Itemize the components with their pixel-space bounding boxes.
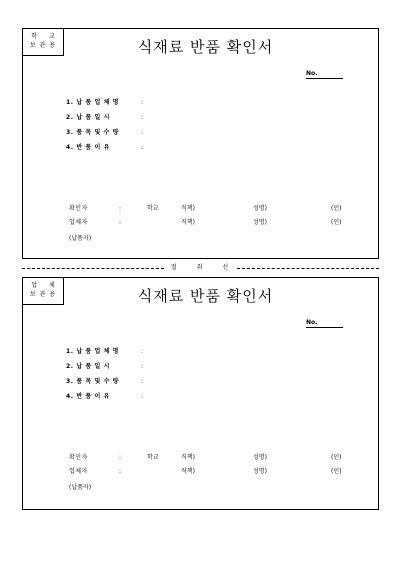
item-colon: : <box>141 363 144 370</box>
signature-colon: : <box>119 468 122 475</box>
signature-seal: (인) <box>331 219 342 226</box>
item-colon: : <box>141 114 144 121</box>
item-label: 2. 납 품 일 시 <box>66 363 110 370</box>
item-row-items-quantity <box>66 129 186 137</box>
signature-position: 직책) <box>181 219 195 226</box>
item-label: 4. 반 품 이 유 <box>66 393 110 400</box>
signature-name: 성명) <box>253 219 267 226</box>
signature-name: 성명) <box>253 454 267 461</box>
signature-seal: (인) <box>331 454 342 461</box>
item-row-return-reason <box>66 144 186 152</box>
corner-label-line1: 업 체 <box>31 282 60 289</box>
item-colon: : <box>141 378 144 385</box>
vendor-copy-form <box>22 277 379 510</box>
item-label: 1. 납 품 업 체 명 <box>66 99 120 106</box>
signature-colon: : <box>119 219 122 226</box>
item-row-supplier <box>66 348 186 356</box>
corner-label-line1: 학 교 <box>31 33 60 40</box>
signature-name: 성명) <box>253 468 267 475</box>
deliverer-note: (납품자) <box>69 235 92 242</box>
item-colon: : <box>141 129 144 136</box>
signature-role: 확인자 <box>69 205 88 212</box>
signature-role: 업체자 <box>69 219 88 226</box>
item-row-delivery-date <box>66 363 186 371</box>
signature-role: 확인자 <box>69 454 88 461</box>
cut-line-dash <box>237 268 379 269</box>
signature-position: 직책) <box>181 468 195 475</box>
cut-line <box>22 264 379 272</box>
item-colon: : <box>141 348 144 355</box>
signature-position: 직책) <box>181 205 195 212</box>
deliverer-note: (납품자) <box>69 484 92 491</box>
signature-name: 성명) <box>253 205 267 212</box>
cut-line-label: 절 취 선 <box>170 264 238 271</box>
cut-line-dash <box>22 268 164 269</box>
signature-seal: (인) <box>331 205 342 212</box>
signature-row-vendor <box>23 468 378 476</box>
signature-colon: : <box>119 205 122 212</box>
item-row-supplier <box>66 99 186 107</box>
item-row-return-reason <box>66 393 186 401</box>
item-label: 3. 품 목 및 수 량 <box>66 378 120 385</box>
item-label: 1. 납 품 업 체 명 <box>66 348 120 355</box>
form-title: 식재료 반품 확인서 <box>137 38 274 56</box>
signature-seal: (인) <box>331 468 342 475</box>
item-colon: : <box>141 99 144 106</box>
school-copy-form <box>22 28 379 259</box>
signature-row-confirmer <box>23 454 378 462</box>
document-number-label: No. <box>306 319 343 328</box>
signature-org: 학교 <box>147 454 159 461</box>
corner-label-line2: 보 관 용 <box>29 291 57 298</box>
corner-label-line2: 보 관 용 <box>29 42 57 49</box>
document-number-label: No. <box>306 70 343 79</box>
signature-org: 학교 <box>147 205 159 212</box>
signature-colon: : <box>119 454 122 461</box>
item-label: 4. 반 품 이 유 <box>66 144 110 151</box>
signature-position: 직책) <box>181 454 195 461</box>
item-colon: : <box>141 393 144 400</box>
item-row-items-quantity <box>66 378 186 386</box>
form-title: 식재료 반품 확인서 <box>137 287 274 305</box>
item-colon: : <box>141 144 144 151</box>
item-label: 3. 품 목 및 수 량 <box>66 129 120 136</box>
signature-row-vendor <box>23 219 378 227</box>
signature-row-confirmer <box>23 205 378 213</box>
signature-role: 업체자 <box>69 468 88 475</box>
item-label: 2. 납 품 일 시 <box>66 114 110 121</box>
item-row-delivery-date <box>66 114 186 122</box>
